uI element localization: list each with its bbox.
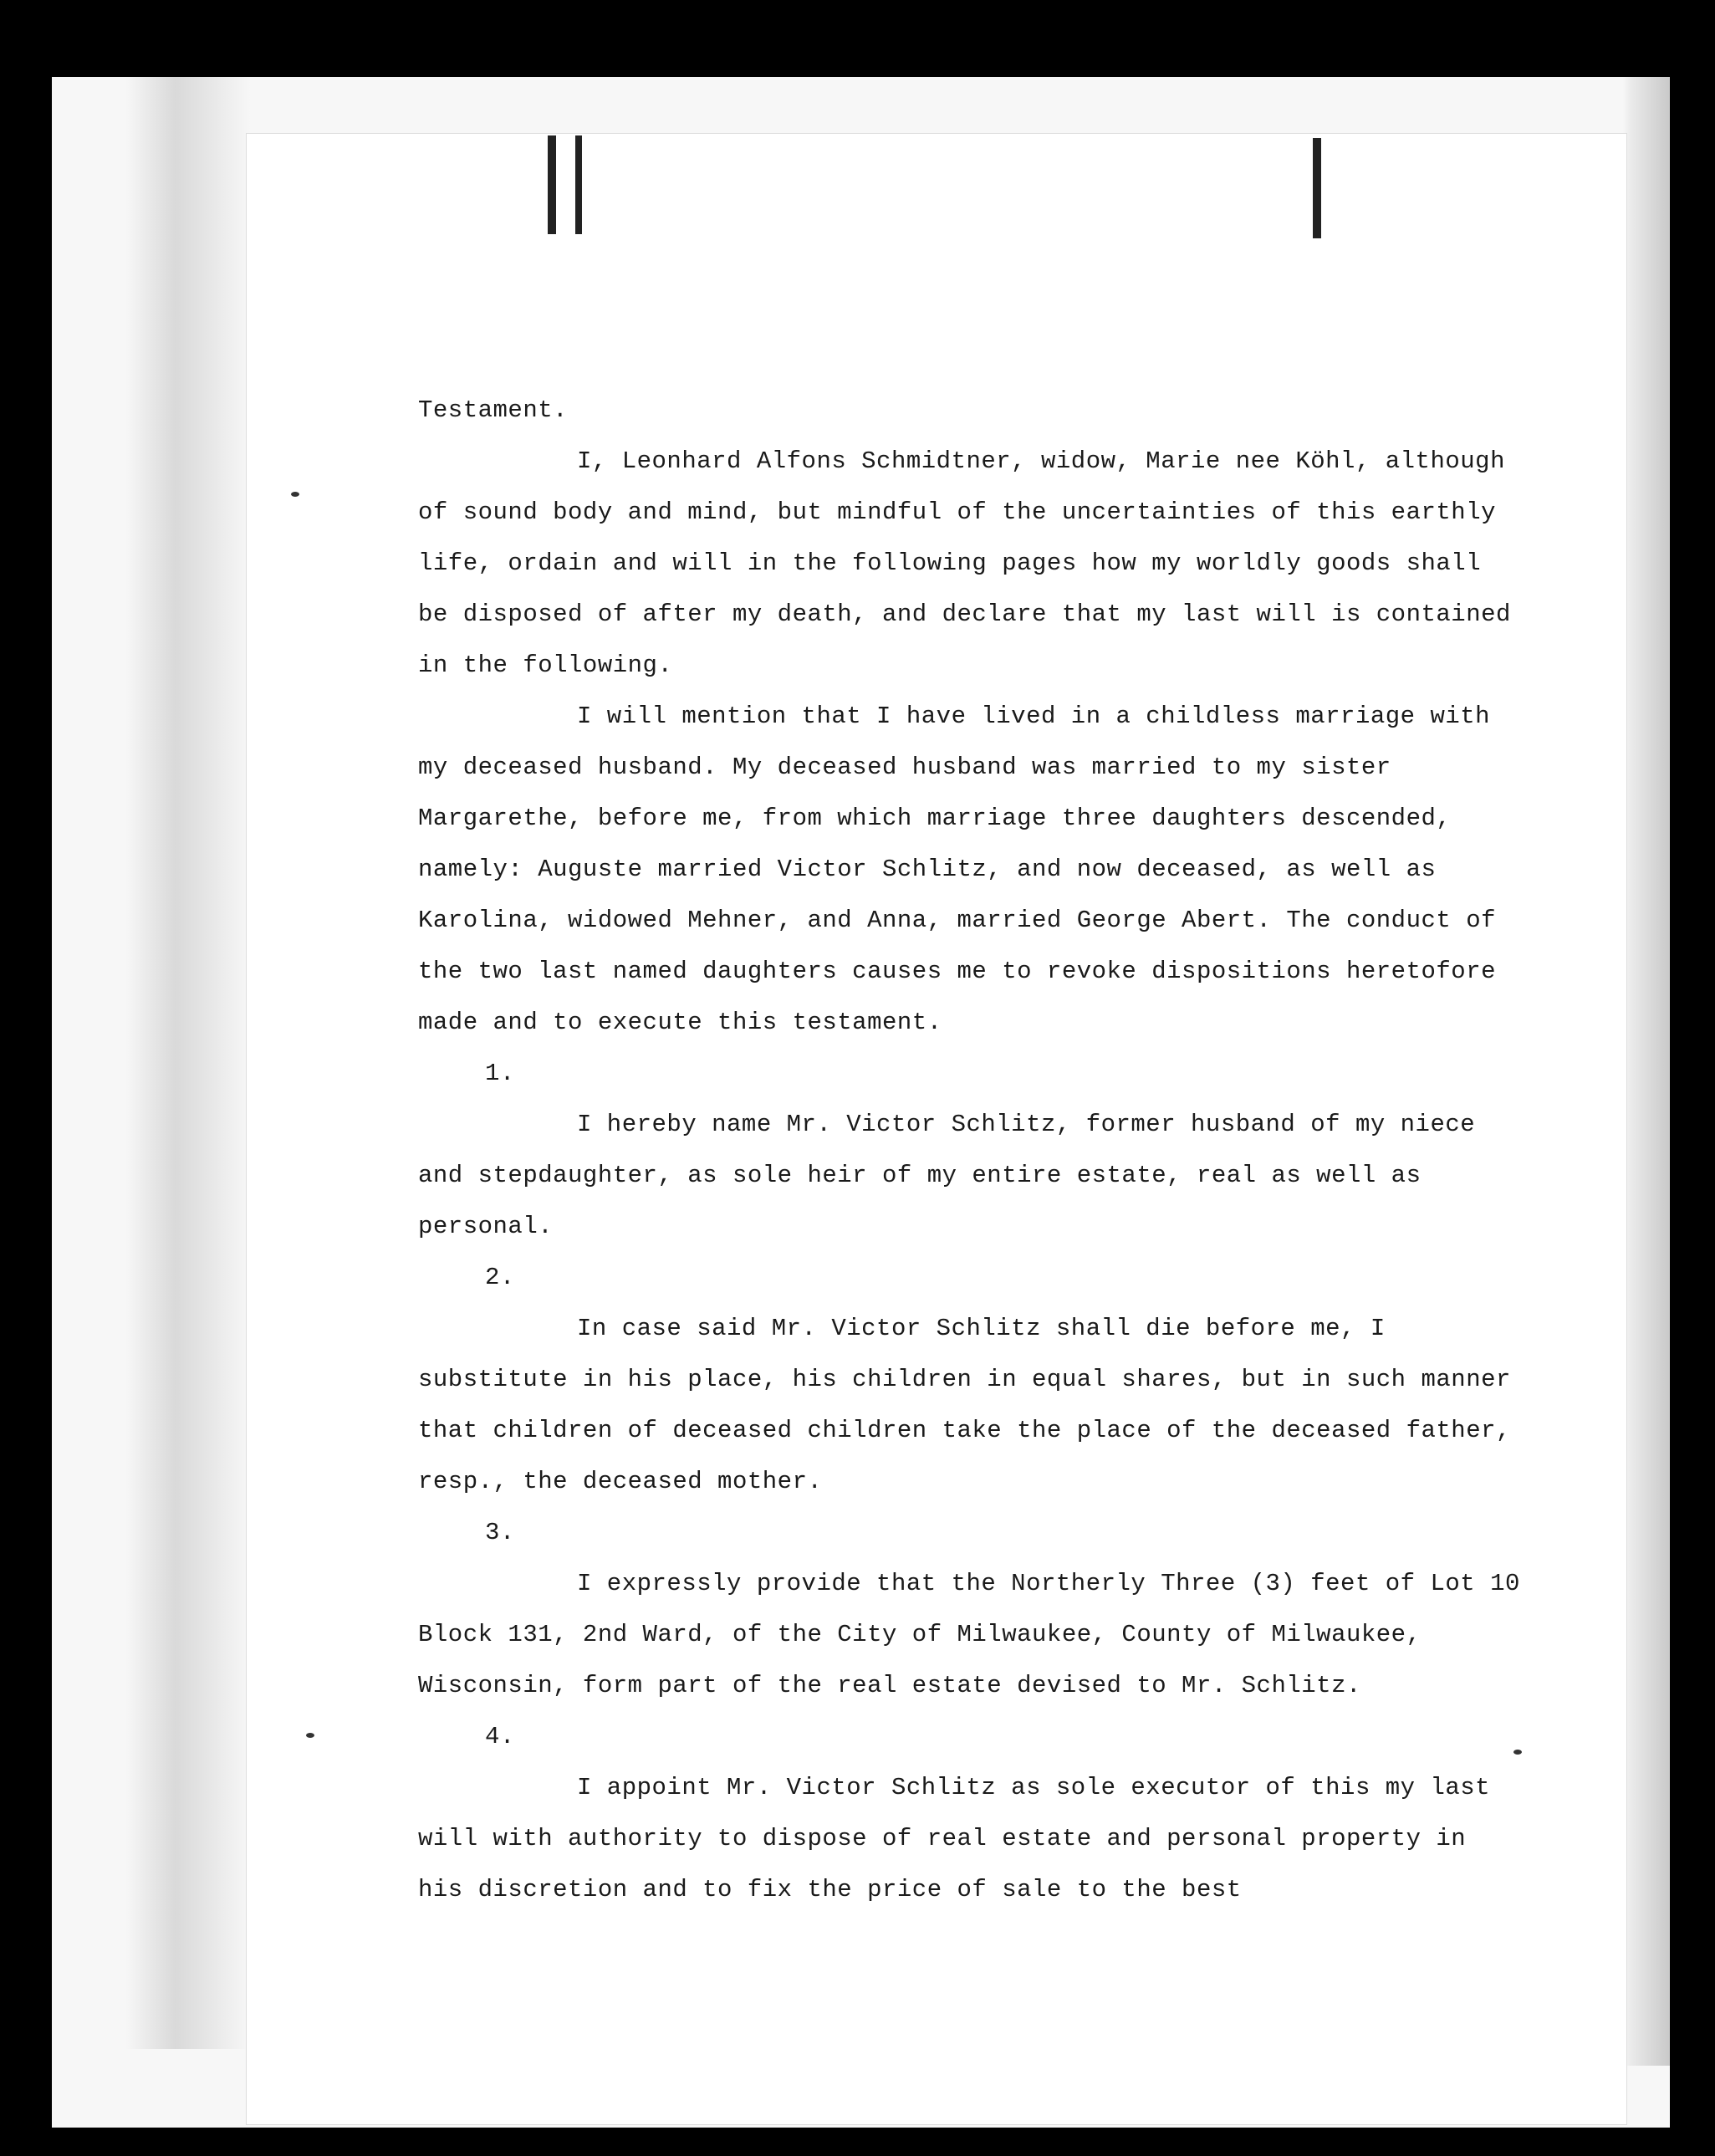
ink-speck [306, 1733, 314, 1738]
paragraph: I expressly provide that the Northerly Three (3) feet of Lot 10 Block 131, 2nd Ward, of the City of Milwaukee, County of Milwaukee, Wisconsin, form part of the real estate devised to Mr. Schlitz. [418, 1570, 1520, 1699]
document-title: Testament. [418, 396, 569, 424]
staple-mark-right [1313, 138, 1321, 238]
section-number: 3. [485, 1519, 515, 1546]
paragraph: I, Leonhard Alfons Schmidtner, widow, Marie nee Köhl, although of sound body and mind, but mindful of the uncertainties of this earthly life, ordain and will in the following pages how my worldly goods shall be disposed of after my death, and declare that my last will is contained in the following. [418, 447, 1511, 679]
staple-mark-center [575, 135, 582, 234]
paragraph: I hereby name Mr. Victor Schlitz, former husband of my niece and stepdaughter, as sole heir of my entire estate, real as well as personal. [418, 1111, 1476, 1240]
ink-speck [291, 492, 299, 497]
paragraph: I will mention that I have lived in a childless marriage with my deceased husband. My deceased husband was married to my sister Margarethe, before me, from which marriage three daughters descended, namely: Auguste married Victor Schlitz, and now deceased, as well as Karolina, widowed Mehner, and Anna, married George Abert. The conduct of the two last named daughters causes me to revoke dispositions heretofore made and to execute this testament. [418, 702, 1497, 1036]
section-number: 2. [485, 1264, 515, 1291]
paragraph: In case said Mr. Victor Schlitz shall die before me, I substitute in his place, his children in equal shares, but in such manner that children of deceased children take the place of the deceased father, resp., the deceased mother. [418, 1315, 1511, 1495]
section-number: 1. [485, 1060, 515, 1087]
page-fold-shadow-right [1623, 67, 1698, 2066]
section-number: 4. [485, 1723, 515, 1750]
paragraph: I appoint Mr. Victor Schlitz as sole executor of this my last will with authority to dispose of real estate and personal property in his discretion and to fix the price of sale to the best [418, 1774, 1491, 1903]
staple-mark-left [548, 135, 556, 234]
document-paragraphs [418, 436, 1522, 1915]
document-body [418, 385, 1522, 1915]
page-fold-shadow-left [125, 50, 251, 2049]
